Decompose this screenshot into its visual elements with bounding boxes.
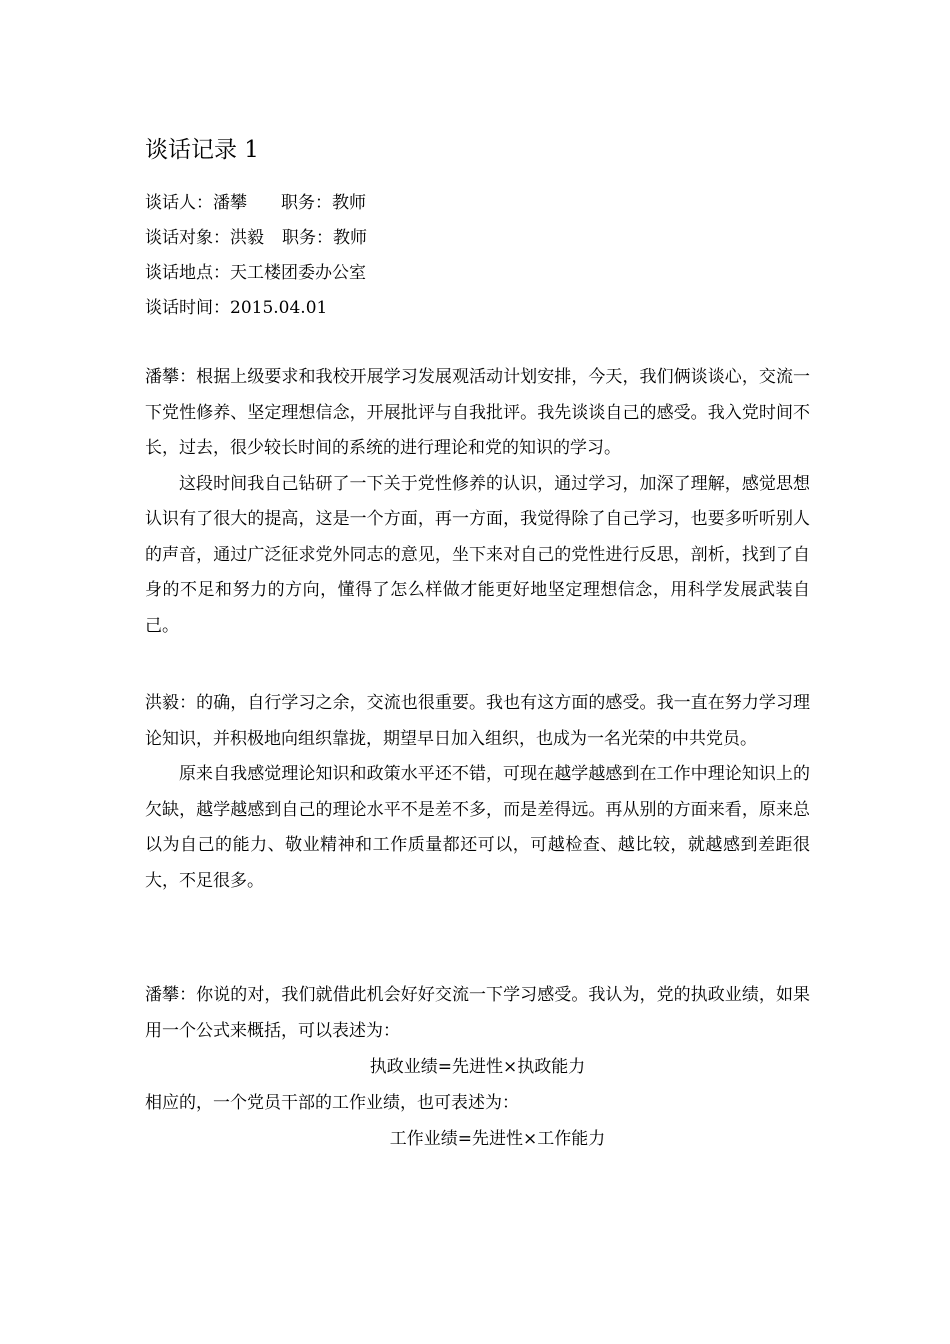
speaker-role: 教师 — [332, 193, 366, 213]
dialogue-paragraph: 潘攀：你说的对，我们就借此机会好好交流一下学习感受。我认为，党的执政业绩，如果用一个公式来概括，可以表述为： — [145, 985, 810, 1041]
target-role: 教师 — [333, 228, 367, 248]
dialogue-block-2 — [145, 686, 810, 899]
speaker-label: 谈话人： — [145, 193, 213, 213]
dialogue-paragraph: 这段时间我自己钻研了一下关于党性修养的认识，通过学习，加深了理解，感觉思想认识有了很大的提高，这是一个方面，再一方面，我觉得除了自己学习，也要多听听别人的声音，通过广泛征求党外同志的意见，坐下来对自己的党性进行反思，剖析，找到了自身的不足和努力的方向，懂得了怎么样做才能更好地坚定理想信念，用科学发展武装自己。 — [145, 473, 810, 636]
speaker-role-label: 职务： — [281, 193, 332, 213]
target-role-label: 职务： — [282, 228, 333, 248]
document-title: 谈话记录 1 — [145, 137, 259, 163]
closing-block — [145, 978, 810, 1157]
speaker-name: 潘攀 — [213, 193, 247, 213]
place-label: 谈话地点： — [145, 263, 230, 283]
time-label: 谈话时间： — [145, 298, 230, 318]
target-label: 谈话对象： — [145, 228, 230, 248]
dialogue-paragraph: 原来自我感觉理论知识和政策水平还不错，可现在越学越感到在工作中理论知识上的欠缺，越学越感到自己的理论水平不是差不多，而是差得远。再从别的方面来看，原来总以为自己的能力、敬业精神和工作质量都还可以，可越检查、越比较，就越感到差距很大，不足很多。 — [145, 764, 810, 891]
text-line: 相应的，一个党员干部的工作业绩，也可表述为： — [145, 1093, 519, 1113]
place-value: 天工楼团委办公室 — [230, 263, 366, 283]
time-value: 2015.04.01 — [230, 298, 328, 318]
meta-speaker-line — [145, 186, 825, 221]
target-name: 洪毅 — [230, 228, 264, 248]
dialogue-paragraph: 潘攀：根据上级要求和我校开展学习发展观活动计划安排，今天，我们俩谈谈心，交流一下党性修养、坚定理想信念，开展批评与自我批评。我先谈谈自己的感受。我入党时间不长，过去，很少较长时间的系统的进行理论和党的知识的学习。 — [145, 367, 810, 458]
dialogue-block-1 — [145, 360, 810, 644]
dialogue-paragraph: 洪毅：的确，自行学习之余，交流也很重要。我也有这方面的感受。我一直在努力学习理论知识，并积极地向组织靠拢，期望早日加入组织，也成为一名光荣的中共党员。 — [145, 693, 810, 749]
formula-line: 执政业绩=先进性×执政能力 — [369, 1057, 586, 1077]
meta-target-line — [145, 221, 825, 256]
meta-time-line — [145, 291, 825, 326]
formula-line: 工作业绩=先进性×工作能力 — [389, 1129, 606, 1149]
meta-info — [145, 186, 825, 326]
meta-place-line — [145, 256, 825, 291]
